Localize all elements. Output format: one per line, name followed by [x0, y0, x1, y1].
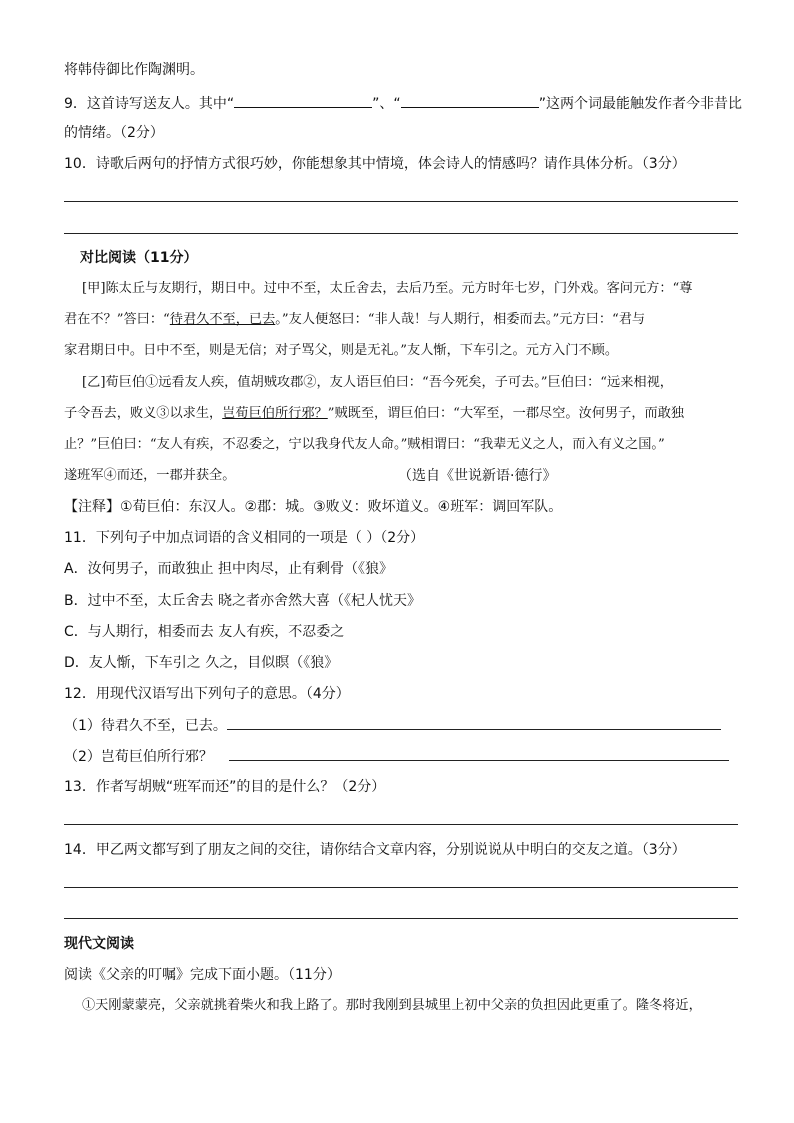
question-14: 14．甲乙两文都写到了朋友之间的交往，请你结合文章内容，分别说说从中明白的交友之道。（3分）: [64, 842, 686, 858]
q11-option-a: A．汝何男子，而敢独止 担中肉尽，止有剩骨（《狼》: [64, 561, 394, 577]
q14-answer-line-2[interactable]: [64, 918, 738, 919]
jia-line2-b: 。”友人便怒曰：“非人哉！与人期行，相委而去。”元方曰：“君与: [275, 312, 646, 327]
q9-text-c: ”这两个词最能触发作者今非昔比: [538, 96, 742, 112]
q12-item-1-text: （1）待君久不至，已去。: [64, 718, 227, 734]
passage-jia-line-3: 家君期日中。日中不至，则是无信；对子骂父，则是无礼。”友人惭，下车引之。元方入门不顾。: [64, 343, 619, 358]
passage-jia-line-2: [64, 310, 645, 330]
q12-item-1: [64, 715, 721, 736]
q12-answer-line-1[interactable]: [227, 715, 721, 730]
q9-line-2: 的情绪。（2分）: [64, 125, 164, 141]
q10-answer-line-2[interactable]: [64, 233, 738, 234]
q10-answer-line-1[interactable]: [64, 201, 738, 202]
modern-reading-heading: 现代文阅读: [64, 936, 134, 952]
q9-text-b: ”、“: [372, 96, 401, 112]
question-9: [64, 92, 742, 114]
question-10: 10．诗歌后两句的抒情方式很巧妙，你能想象其中情境，体会诗人的情感吗？请作具体分析。（3分）: [64, 156, 686, 172]
q9-blank-1[interactable]: [234, 92, 372, 108]
q11-option-c: C．与人期行，相委而去 友人有疾，不忍委之: [64, 624, 345, 640]
prev-answer-line: 将韩侍御比作陶渊明。: [64, 62, 204, 78]
passage-source: （选自《世说新语·德行》: [398, 468, 557, 484]
question-13: 13．作者写胡贼“班军而还”的目的是什么？（2分）: [64, 779, 386, 795]
yi-line2-b: ”贼既至，谓巨伯曰：“大军至，一郡尽空。汝何男子，而敢独: [327, 406, 685, 421]
passage-yi-line-1: [乙]荀巨伯①远看友人疾，值胡贼攻郡②，友人语巨伯曰：“吾今死矣，子可去。”巨伯曰：“远来相视，: [82, 375, 673, 390]
q14-answer-line-1[interactable]: [64, 887, 738, 888]
q9-blank-2[interactable]: [401, 92, 539, 108]
q13-answer-line[interactable]: [64, 824, 738, 825]
passage-yi-line-3: 止？”巨伯曰：“友人有疾，不忍委之，宁以我身代友人命。”贼相谓曰：“我辈无义之人，而入有义之国。”: [64, 437, 665, 452]
q12-answer-line-2[interactable]: [229, 746, 729, 761]
modern-reading-intro: 阅读《父亲的叮嘱》完成下面小题。（11分）: [64, 967, 341, 983]
compare-reading-heading: 对比阅读（11分）: [80, 250, 198, 266]
q12-item-2: [64, 746, 729, 767]
yi-underlined-sentence: 岂荀巨伯所行邪？: [222, 406, 328, 421]
jia-line2-a: 君在不？”答曰：“: [64, 312, 170, 327]
modern-passage-p1: ①天刚蒙蒙亮，父亲就挑着柴火和我上路了。那时我刚到县城里上初中父亲的负担因此更重了。隆冬将近，: [82, 998, 702, 1013]
question-12-stem: 12．用现代汉语写出下列句子的意思。（4分）: [64, 686, 350, 702]
q12-item-2-text: （2）岂荀巨伯所行邪？: [64, 749, 213, 765]
yi-line2-a: 子令吾去，败义③以求生，: [64, 406, 223, 421]
jia-underlined-sentence: 待君久不至，已去: [169, 312, 276, 327]
passage-yi-line-4: 遂班军④而还，一郡并获全。: [64, 468, 236, 483]
passage-yi-line-2: [64, 404, 684, 424]
q9-text-a: 9．这首诗写送友人。其中“: [64, 96, 235, 112]
q11-option-d: D．友人惭，下车引之 久之，目似瞑（《狼》: [64, 655, 339, 671]
question-11-stem: 11．下列句子中加点词语的含义相同的一项是（ ）（2分）: [64, 530, 425, 546]
annotations: 【注释】①荀巨伯：东汉人。②郡：城。③败义：败坏道义。④班军：调回军队。: [64, 499, 563, 515]
q11-option-b: B．过中不至，太丘舍去 晓之者亦舍然大喜（《杞人忧天》: [64, 593, 422, 609]
passage-jia-line-1: [甲]陈太丘与友期行，期日中。过中不至，太丘舍去，去后乃至。元方时年七岁，门外戏。客问元方：“尊: [82, 281, 693, 296]
